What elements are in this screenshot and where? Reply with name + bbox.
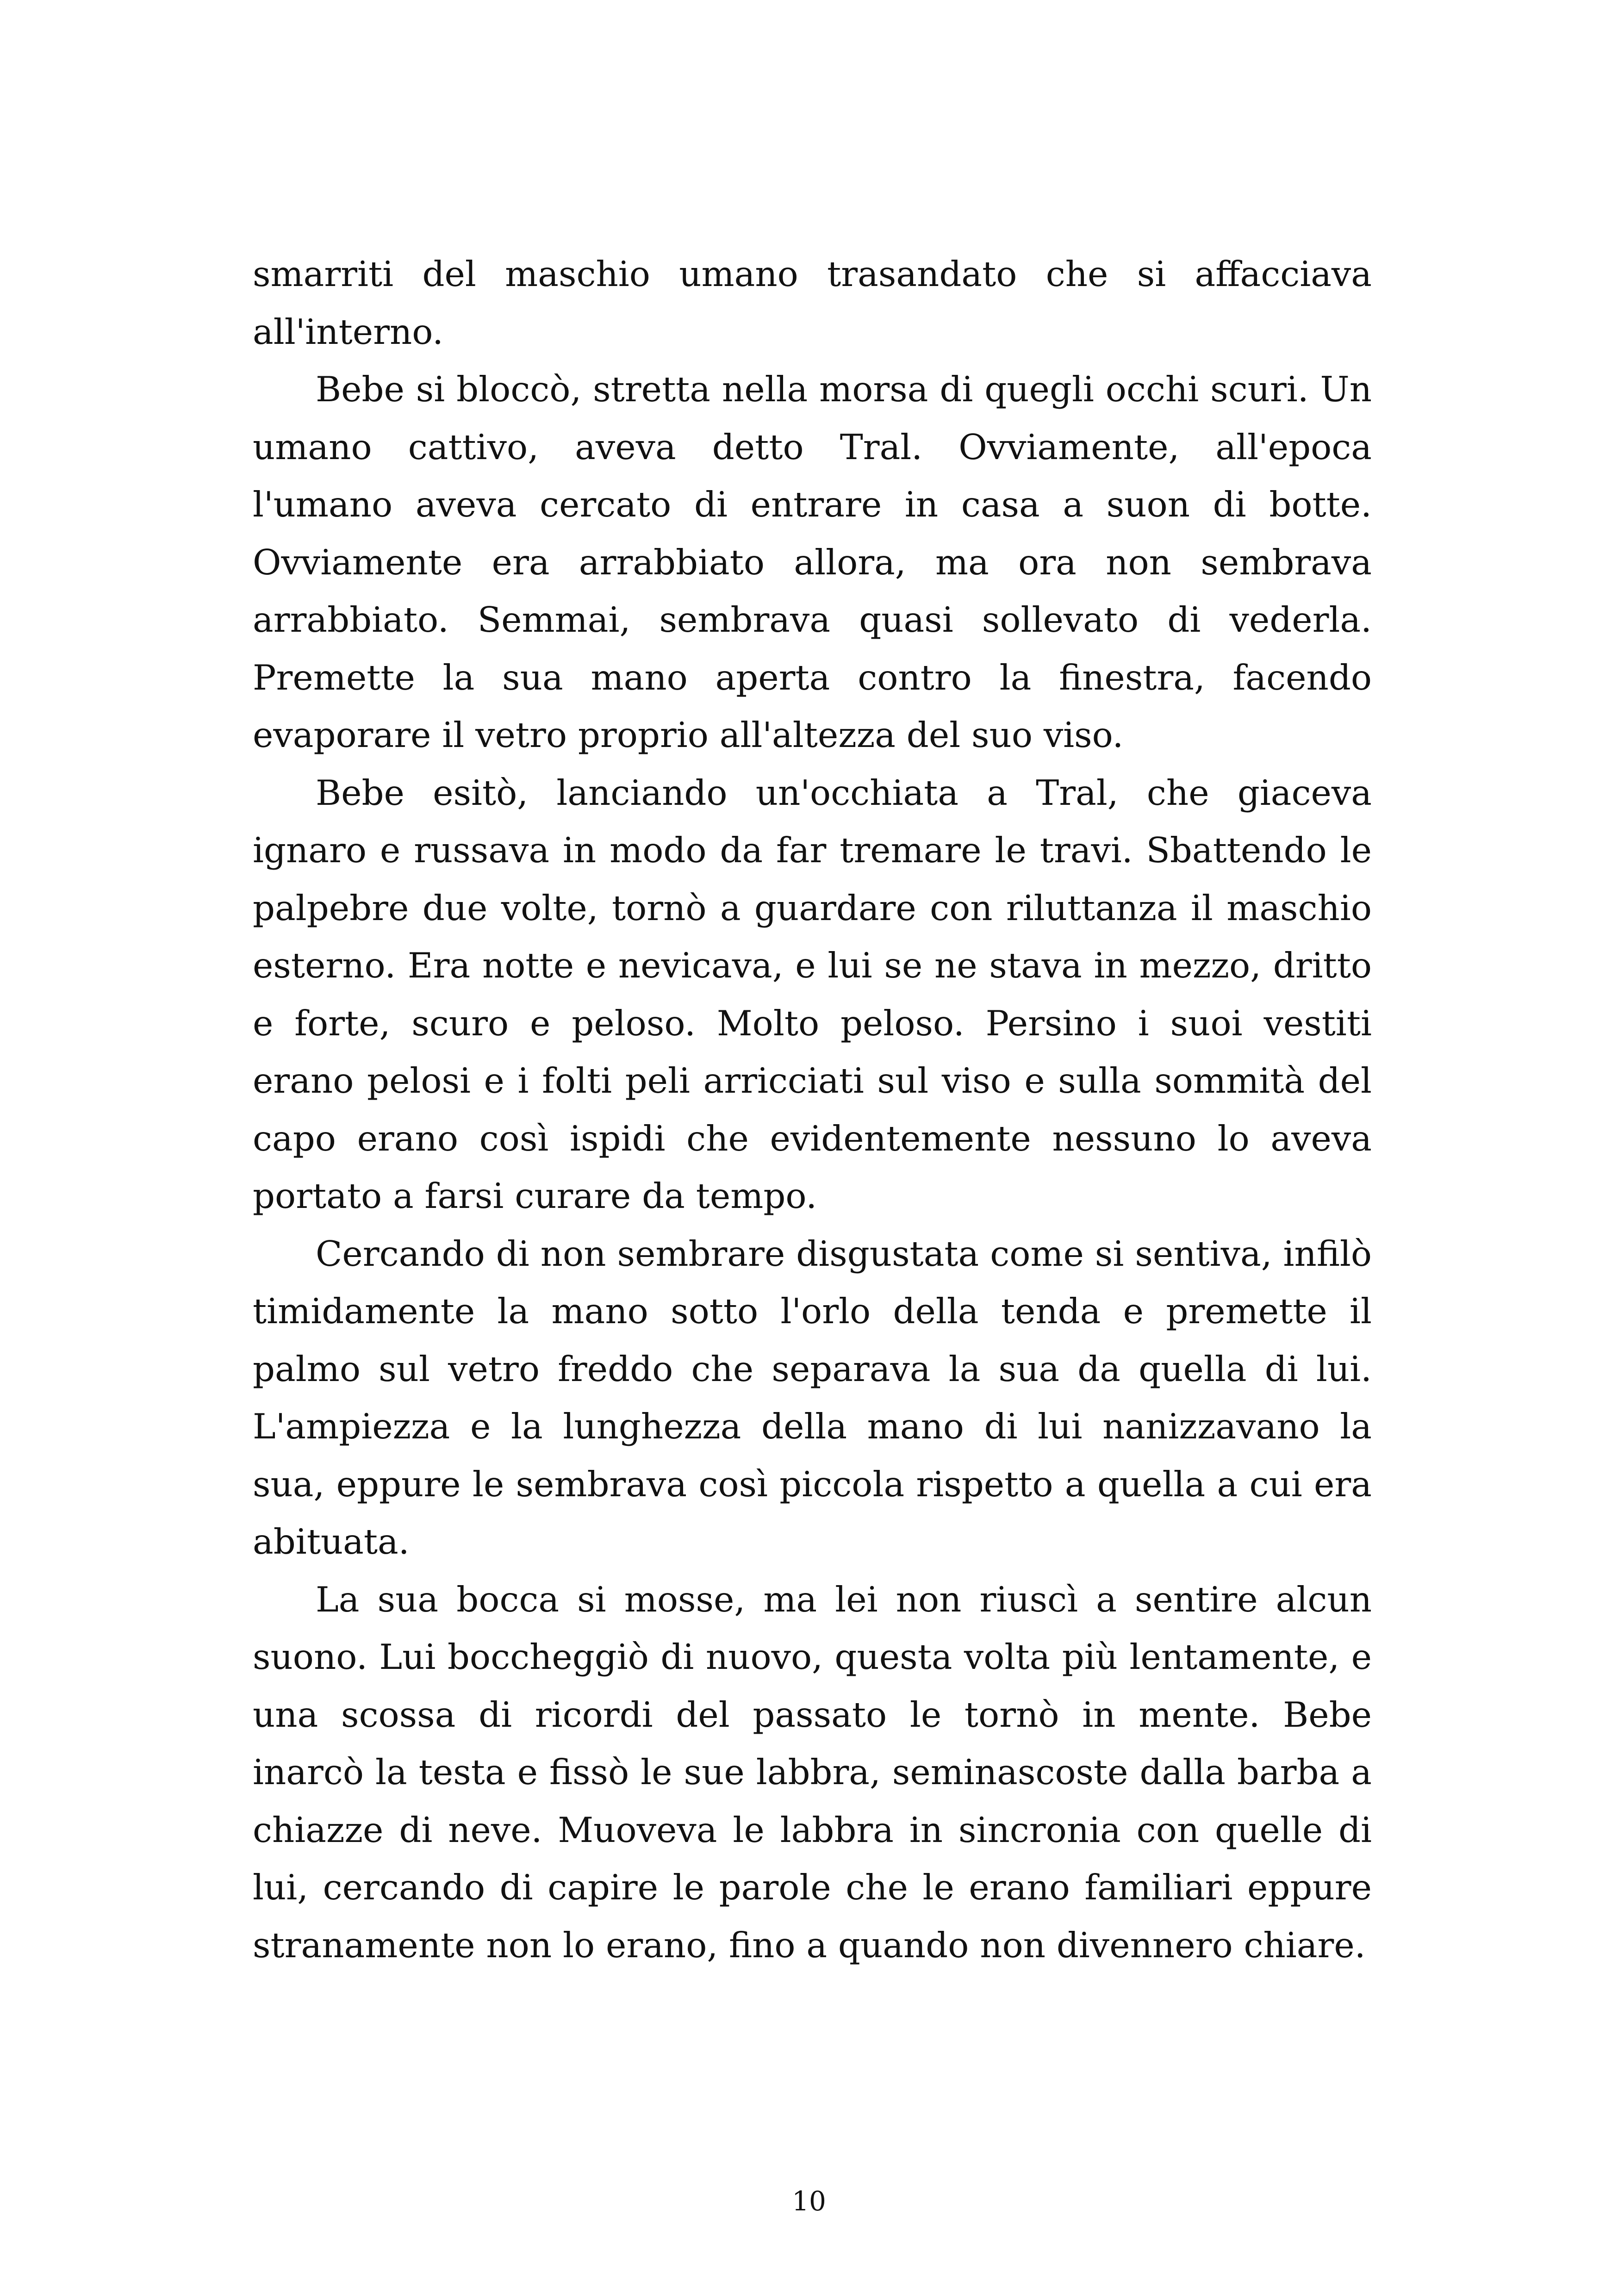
paragraph-5: La sua bocca si mosse, ma lei non riuscì a sentire alcun suono. Lui boccheggiò di nuovo, questa volta più lentamente, e una scossa di ricordi del passato le tornò in mente. Bebe inarcò la testa e fissò le sue labbra, seminascoste dalla barba a chiazze di neve. Muoveva le labbra in sincronia con quelle di lui, cercando di capire le parole che le erano familiari eppure stranamente non lo erano, fino a quando non divennero chiare. — [253, 1579, 1372, 1966]
paragraph-2: Bebe si bloccò, stretta nella morsa di quegli occhi scuri. Un umano cattivo, aveva detto Tral. Ovviamente, all'epoca l'umano aveva cercato di entrare in casa a suon di botte. Ovviamente era arrabbiato allora, ma ora non sembrava arrabbiato. Semmai, sembrava quasi sollevato di vederla. Premette la sua mano aperta contro la finestra, facendo evaporare il vetro proprio all'altezza del suo viso. — [253, 369, 1372, 755]
page-number: 10 — [792, 2185, 826, 2217]
paragraph-4: Cercando di non sembrare disgustata come si sentiva, infilò timidamente la mano sotto l'orlo della tenda e premette il palmo sul vetro freddo che separava la sua da quella di lui. L'ampiezza e la lunghezza della mano di lui nanizzavano la sua, eppure le sembrava così piccola rispetto a quella a cui era abituata. — [253, 1233, 1372, 1562]
body-text — [253, 245, 1372, 1974]
paragraph-3: Bebe esitò, lanciando un'occhiata a Tral, che giaceva ignaro e russava in modo da far tremare le travi. Sbattendo le palpebre due volte, tornò a guardare con riluttanza il maschio esterno. Era notte e nevicava, e lui se ne stava in mezzo, dritto e forte, scuro e peloso. Molto peloso. Persino i suoi vestiti erano pelosi e i folti peli arricciati sul viso e sulla sommità del capo erano così ispidi che evidentemente nessuno lo aveva portato a farsi curare da tempo. — [253, 772, 1372, 1216]
paragraph-1: smarriti del maschio umano trasandato che si affacciava all'interno. — [253, 254, 1372, 352]
